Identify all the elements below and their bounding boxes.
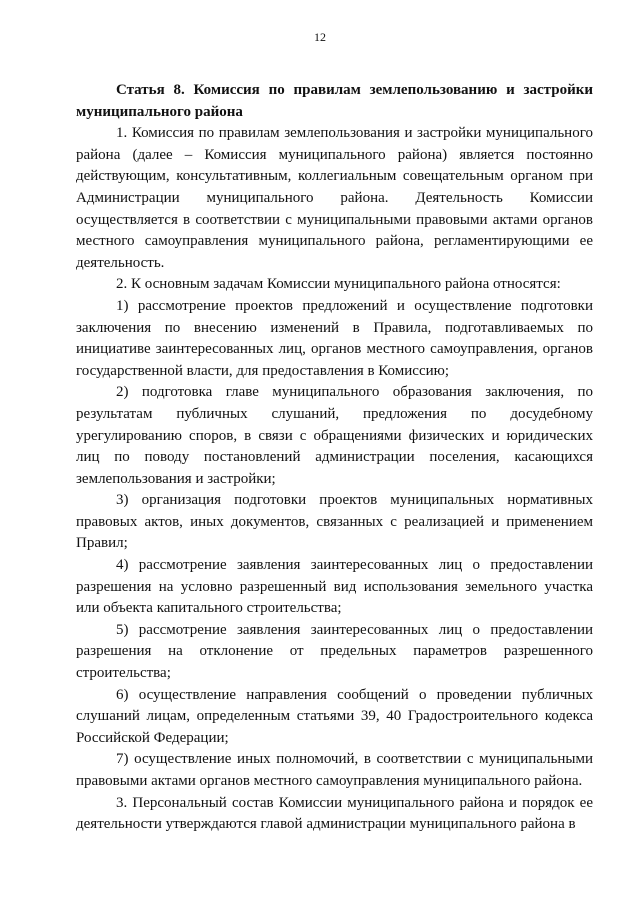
paragraph-1: 1. Комиссия по правилам землепользования и застройки муниципального района (далее – Комиссия муниципального района) является постоянно действующим, консультативным, коллегиальным совещательным органом при Администрации муниципального района. Деятельность Комиссии осуществляется в соответствии с муниципальными правовыми актами органов местного самоуправления муниципального района, регламентирующими ее деятельность. — [76, 125, 593, 271]
task-item-1: 1) рассмотрение проектов предложений и осуществление подготовки заключения по внесению изменений в Правила, подготавливаемых по инициативе заинтересованных лиц, органов местного самоуправления, органов государственной власти, для предоставления в Комиссию; — [76, 297, 593, 379]
task-item-5: 5) рассмотрение заявления заинтересованных лиц о предоставлении разрешения на отклонение от предельных параметров разрешенного строительства; — [76, 621, 593, 682]
article-body — [76, 80, 593, 836]
task-item-2: 2) подготовка главе муниципального образования заключения, по результатам публичных слушаний, предложения по досудебному урегулированию споров, в связи с обращениями физических и юридических лиц по поводу постановлений администрации поселения, касающихся землепользования и застройки; — [76, 384, 593, 487]
paragraph-2: 2. К основным задачам Комиссии муниципального района относятся: — [116, 276, 561, 293]
task-item-3: 3) организация подготовки проектов муниципальных нормативных правовых актов, иных документов, связанных с реализацией и применением Правил; — [76, 492, 593, 552]
article-heading: Статья 8. Комиссия по правилам землепользованию и застройки муниципального района — [76, 82, 593, 120]
paragraph-3: 3. Персональный состав Комиссии муниципального района и порядок ее деятельности утверждаются главой администрации муниципального района в — [76, 794, 593, 833]
task-item-4: 4) рассмотрение заявления заинтересованных лиц о предоставлении разрешения на условно разрешенный вид использования земельного участка или объекта капитального строительства; — [76, 557, 593, 617]
task-item-7: 7) осуществление иных полномочий, в соответствии с муниципальными правовыми актами органов местного самоуправления муниципального района. — [76, 751, 593, 789]
task-item-6: 6) осуществление направления сообщений о проведении публичных слушаний лицам, определенным статьями 39, 40 Градостроительного кодекса Российской Федерации; — [76, 686, 593, 746]
page-number: 12 — [314, 30, 326, 44]
